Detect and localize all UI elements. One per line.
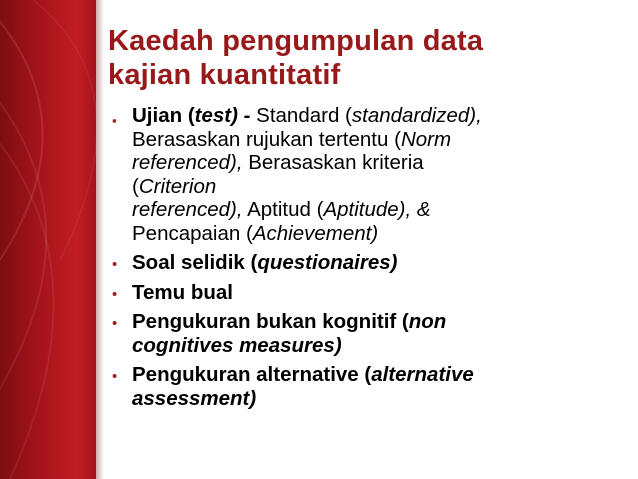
bullet-line bbox=[132, 104, 622, 128]
bullet-line bbox=[132, 175, 622, 199]
bullet-line bbox=[132, 363, 622, 387]
text-segment: Temu bual bbox=[132, 280, 233, 304]
square-bullet-icon: ▪ bbox=[112, 113, 117, 128]
bullet-line bbox=[132, 198, 622, 222]
text-segment: referenced), bbox=[132, 151, 243, 174]
text-segment: test) - bbox=[194, 104, 251, 127]
text-segment: Pencapaian ( bbox=[132, 221, 253, 245]
decorative-arcs bbox=[0, 0, 104, 479]
bullet-line bbox=[132, 251, 622, 275]
bullet-line bbox=[132, 222, 622, 246]
text-segment: alternative bbox=[371, 363, 474, 386]
text-segment: standardized), bbox=[351, 104, 482, 127]
bullet-item bbox=[112, 281, 622, 305]
dot-bullet-icon: • bbox=[112, 368, 118, 385]
slide-title-line-2: kajian kuantitatif bbox=[108, 59, 341, 91]
bullet-line bbox=[132, 334, 622, 358]
text-segment: Berasaskan rujukan tertentu ( bbox=[132, 127, 401, 151]
text-segment: non bbox=[408, 310, 447, 333]
text-segment: cognitives measures) bbox=[132, 333, 342, 357]
bullet-item bbox=[112, 310, 622, 357]
bullet-line bbox=[132, 151, 622, 175]
text-segment: Soal selidik ( bbox=[132, 251, 258, 274]
slide-title-line-1: Kaedah pengumpulan data bbox=[108, 25, 484, 57]
text-segment: Berasaskan kriteria bbox=[242, 151, 424, 174]
text-segment: Achievement) bbox=[252, 221, 379, 245]
bullet-line bbox=[132, 387, 622, 411]
bullet-line bbox=[132, 128, 622, 152]
band-edge-shadow bbox=[96, 0, 104, 479]
text-segment: questionaires) bbox=[257, 251, 398, 274]
text-segment: Pengukuran bukan kognitif ( bbox=[132, 310, 409, 333]
bullet-list bbox=[112, 104, 622, 410]
bullet-item bbox=[112, 104, 622, 245]
text-segment: Criterion bbox=[138, 174, 217, 198]
text-segment: assessment) bbox=[132, 386, 257, 410]
dot-bullet-icon: • bbox=[112, 256, 118, 273]
dot-bullet-icon: • bbox=[112, 315, 118, 332]
bullet-line bbox=[132, 281, 622, 305]
text-segment: Ujian ( bbox=[132, 104, 195, 127]
bullet-line bbox=[132, 310, 622, 334]
text-segment: referenced), bbox=[132, 198, 243, 221]
text-segment: Aptitude), & bbox=[323, 198, 431, 221]
text-segment: Aptitud ( bbox=[242, 198, 324, 221]
dot-bullet-icon: • bbox=[112, 285, 118, 303]
slide-title bbox=[108, 24, 618, 92]
text-segment: Pengukuran alternative ( bbox=[132, 363, 372, 386]
text-segment: Norm bbox=[400, 127, 452, 151]
bullet-item bbox=[112, 363, 622, 410]
text-segment: Standard ( bbox=[250, 104, 352, 127]
bullet-item bbox=[112, 251, 622, 275]
text-segment: ( bbox=[132, 174, 139, 198]
